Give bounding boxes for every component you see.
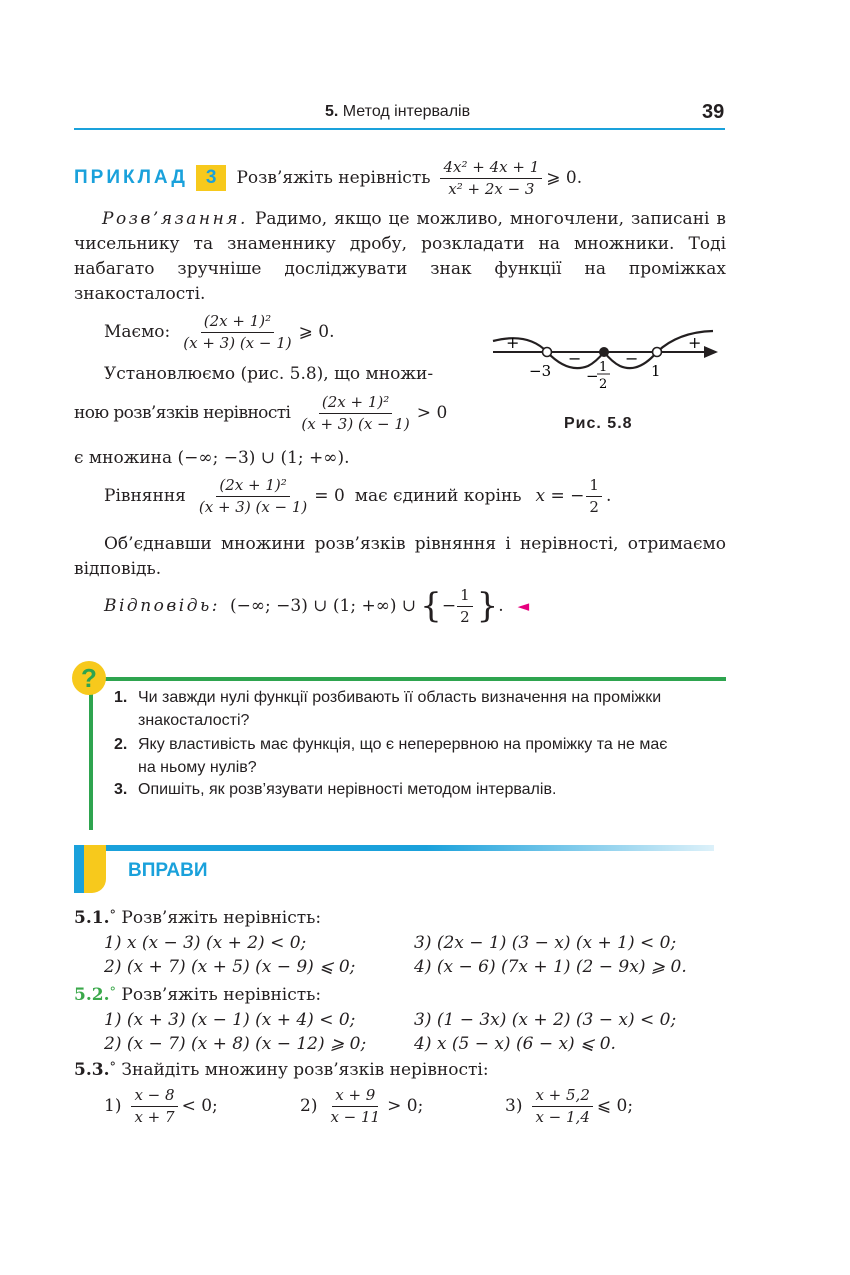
example-line [74,158,582,199]
exercise-task: Знайдіть множину розв’язків нерівності: [121,1060,489,1080]
exercise-number: 5.2. [74,985,110,1005]
have-line [104,312,335,353]
exercise-5-3-item-1 [104,1086,218,1127]
item-label: 3) [505,1096,523,1117]
question-text: Чи завжди нулі функції розбивають її область визначення на проміжки [138,689,662,706]
point-b-denominator: 2 [599,377,608,392]
open-point-minus3 [543,348,552,357]
fraction-numerator: x + 5,2 [532,1086,592,1107]
solution-paragraph [74,207,726,307]
question-number: 3. [114,781,128,798]
answer-right-brace: } [476,586,499,627]
fraction-numerator: (2x + 1)² [216,476,289,497]
fraction-denominator: 2 [460,607,470,626]
greater-zero: > 0 [416,403,448,424]
establish-line: Установлюємо (рис. 5.8), що множи- [104,364,434,384]
item-fraction [532,1086,592,1127]
solution-text: Радимо, якщо це можливо, многочлени, записані в чисельнику та знаменнику дробу, розкладати на множники. Тоді набагато зручніше досліджувати знак функції на проміжках знакосталості. [74,209,726,304]
answer-fraction [457,586,473,627]
root-lhs: x = − [535,486,585,507]
header-rule [74,128,725,130]
questions-vertical-bar [89,680,93,830]
exercise-5-3-title [74,1060,489,1080]
exercise-5-1-item-1: 1) x (x − 3) (x + 2) < 0; [104,933,307,953]
question-text-continued: знакосталості? [138,712,250,729]
difficulty-mark: ° [109,1060,116,1075]
question-number: 1. [114,689,128,706]
solution-set-line [74,393,447,434]
establish-continuation: ною розв’язків нерівності [74,403,291,424]
plus-left: + [506,333,520,352]
minus-1: − [568,349,582,368]
question-text: Яку властивість має функція, що є неперервною на проміжку та не має [138,736,668,753]
answer-left-brace: { [420,586,442,627]
exercise-number: 5.3. [74,1060,110,1080]
question-3 [114,778,556,801]
fraction-numerator: 1 [586,476,602,497]
exercise-5-1-item-3: 3) (2x − 1) (3 − x) (x + 1) < 0; [414,933,677,953]
fraction-denominator: x² + 2x − 3 [448,179,535,198]
question-text: Опишіть, як розв’язувати нерівності методом інтервалів. [138,781,557,798]
example-task: Розв’яжіть нерівність [236,168,431,189]
exercises-heading: ВПРАВИ [128,860,208,881]
item-relation: < 0; [181,1096,218,1117]
fraction-denominator: x − 11 [330,1107,381,1126]
running-header [325,103,470,121]
filled-point-minus-half [599,347,609,357]
equals-zero: = 0 [314,486,345,507]
fraction-denominator: x + 7 [134,1107,175,1126]
fraction-denominator: 2 [589,497,599,516]
exercise-number: 5.1. [74,908,110,928]
page-number: 39 [702,101,725,123]
point-b-sign: − [586,367,599,385]
exercise-task: Розв’яжіть нерівність: [121,908,322,928]
figure-caption: Рис. 5.8 [564,415,633,432]
example-label: ПРИКЛАД [74,167,188,189]
set-line: є множина (−∞; −3) ∪ (1; +∞). [74,448,350,468]
exercise-5-2-item-4: 4) x (5 − x) (6 − x) ⩽ 0. [414,1034,616,1054]
item-label: 2) [300,1096,318,1117]
difficulty-mark: ° [109,908,116,923]
question-1 [114,686,661,732]
fraction-numerator: 4x² + 4x + 1 [440,158,542,179]
example-fraction [440,158,542,199]
section-number: 5. [325,103,339,120]
minus-2: − [625,349,639,368]
open-point-1 [653,348,662,357]
question-2 [114,733,667,779]
exercise-5-3-item-3 [505,1086,633,1127]
equation-fraction [196,476,310,517]
exercise-5-2-item-3: 3) (1 − 3x) (x + 2) (3 − x) < 0; [414,1010,677,1030]
equation-word: Рівняння [104,486,186,507]
exercise-5-3-item-2 [300,1086,423,1127]
combine-paragraph: Об’єднавши множини розв’язків рівняння і нерівності, отримаємо відповідь. [74,534,726,579]
question-number: 2. [114,736,128,753]
fraction-denominator: x − 1,4 [535,1107,590,1126]
exercises-banner-bar [74,845,714,851]
sign-chart-figure [488,326,723,396]
answer-minus: − [441,596,457,617]
example-number-badge: 3 [196,165,227,191]
have-word: Маємо: [104,322,171,343]
plus-right: + [688,333,702,352]
item-fraction [327,1086,383,1127]
exercises-banner-icon [74,845,106,893]
root-fraction [586,476,602,517]
exercise-5-1-item-4: 4) (x − 6) (7x + 1) (2 − 9x) ⩾ 0. [414,957,687,977]
fraction-denominator: (x + 3) (x − 1) [301,414,410,433]
answer-label: Відповідь: [104,596,220,617]
item-label: 1) [104,1096,122,1117]
fraction-numerator: (2x + 1)² [201,312,274,333]
exercise-5-2-title [74,985,321,1005]
point-minus3-label: −3 [529,362,552,380]
questions-top-rule [90,677,726,681]
exercise-5-1-item-2: 2) (x + 7) (x + 5) (x − 9) ⩽ 0; [104,957,356,977]
exercise-5-2-item-2: 2) (x − 7) (x + 8) (x − 12) ⩾ 0; [104,1034,367,1054]
fraction-denominator: (x + 3) (x − 1) [183,333,292,352]
fraction-numerator: 1 [457,586,473,607]
point-1-label: 1 [651,362,661,380]
have-relation: ⩾ 0. [298,322,335,343]
item-relation: > 0; [387,1096,424,1117]
fraction-numerator: x + 9 [332,1086,378,1107]
unique-root-text: має єдиний корінь [354,486,522,507]
example-relation: ⩾ 0. [546,168,583,189]
question-text-continued: на ньому нулів? [138,759,257,776]
answer-expression: (−∞; −3) ∪ (1; +∞) ∪ [229,596,417,617]
exercise-task: Розв’яжіть нерівність: [121,985,322,1005]
have-fraction [180,312,294,353]
root-period: . [605,486,612,507]
point-b-numerator: 1 [599,360,608,375]
item-fraction [131,1086,177,1127]
equation-line [104,476,611,517]
question-mark-icon: ? [72,661,106,695]
end-of-solution-marker: ◄ [517,597,530,616]
inequality-fraction [298,393,412,434]
fraction-denominator: (x + 3) (x − 1) [198,497,308,516]
solution-label: Розв’язання. [102,209,248,229]
exercise-5-2-item-1: 1) (x + 3) (x − 1) (x + 4) < 0; [104,1010,356,1030]
fraction-numerator: (2x + 1)² [319,393,392,414]
axis-arrow-icon [704,346,718,358]
section-title: Метод інтервалів [342,103,471,120]
answer-period: . [498,596,504,617]
answer-line [104,586,529,627]
exercise-5-1-title [74,908,321,928]
difficulty-mark: ° [109,985,116,1000]
fraction-numerator: x − 8 [131,1086,177,1107]
item-relation: ⩽ 0; [596,1096,634,1117]
